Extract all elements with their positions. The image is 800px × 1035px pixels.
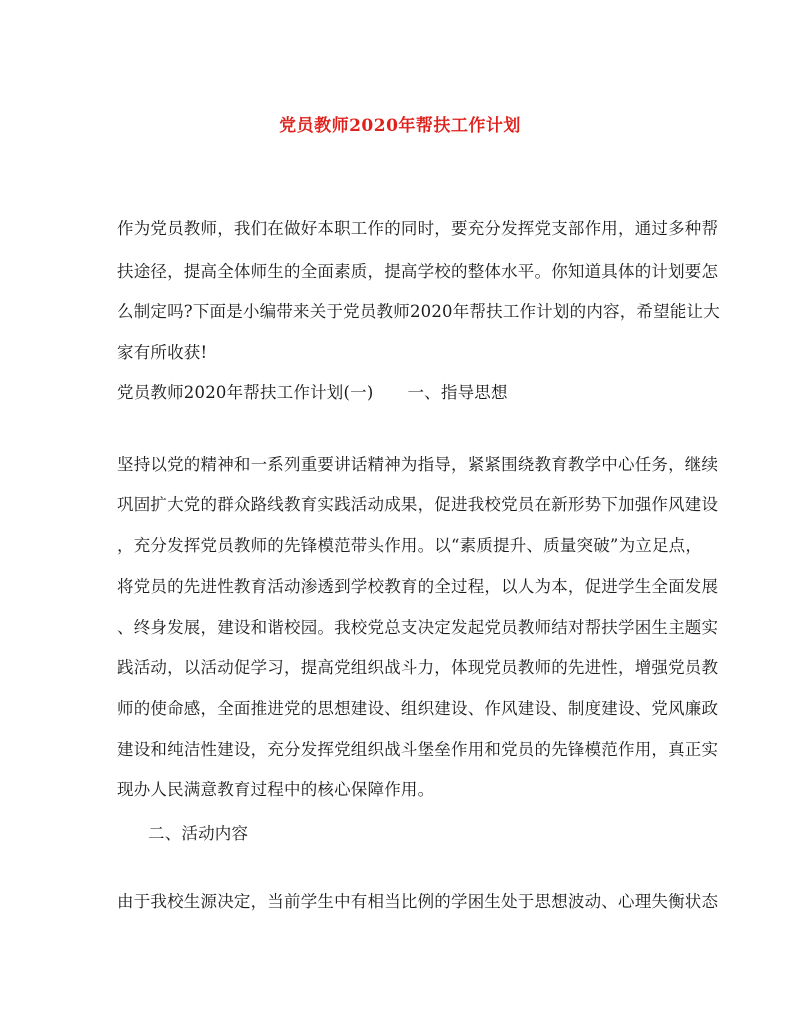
heading-activity-content: 二、活动内容 xyxy=(148,824,249,843)
body-line: ，充分发挥党员教师的先锋模范带头作用。以“素质提升、质量突破”为立足点， xyxy=(117,536,703,555)
body-line: 巩固扩大党的群众路线教育实践活动成果，促进我校党员在新形势下加强作风建设 xyxy=(117,495,719,514)
body-line: 将党员的先进性教育活动渗透到学校教育的全过程，以人为本，促进学生全面发展 xyxy=(117,577,719,596)
body-line: 由于我校生源决定，当前学生中有相当比例的学困生处于思想波动、心理失衡状态 xyxy=(117,892,719,911)
body-line: 践活动，以活动促学习，提高党组织战斗力，体现党员教师的先进性，增强党员教 xyxy=(117,658,719,677)
intro-line: 家有所收获! xyxy=(117,343,208,362)
body-line: 、终身发展，建设和谐校园。我校党总支决定发起党员教师结对帮扶学困生主题实 xyxy=(117,618,719,637)
heading-guiding-ideology: 一、指导思想 xyxy=(407,383,508,402)
body-line: 建设和纯洁性建设，充分发挥党组织战斗堡垒作用和党员的先锋模范作用，真正实 xyxy=(117,740,719,759)
intro-line: 么制定吗?下面是小编带来关于党员教师2020年帮扶工作计划的内容，希望能让大 xyxy=(117,302,720,321)
intro-line: 作为党员教师，我们在做好本职工作的同时，要充分发挥党支部作用，通过多种帮 xyxy=(117,219,719,238)
body-line: 师的使命感，全面推进党的思想建设、组织建设、作风建设、制度建设、党风廉政 xyxy=(117,699,719,718)
intro-line: 扶途径，提高全体师生的全面素质，提高学校的整体水平。你知道具体的计划要怎 xyxy=(117,262,719,281)
body-line: 坚持以党的精神和一系列重要讲话精神为指导，紧紧围绕教育教学中心任务，继续 xyxy=(117,455,719,474)
document-title: 党员教师2020年帮扶工作计划 xyxy=(279,116,521,136)
section-heading-row xyxy=(117,379,687,403)
section-heading: 党员教师2020年帮扶工作计划(一) xyxy=(117,383,374,402)
body-line: 现办人民满意教育过程中的核心保障作用。 xyxy=(117,780,435,799)
